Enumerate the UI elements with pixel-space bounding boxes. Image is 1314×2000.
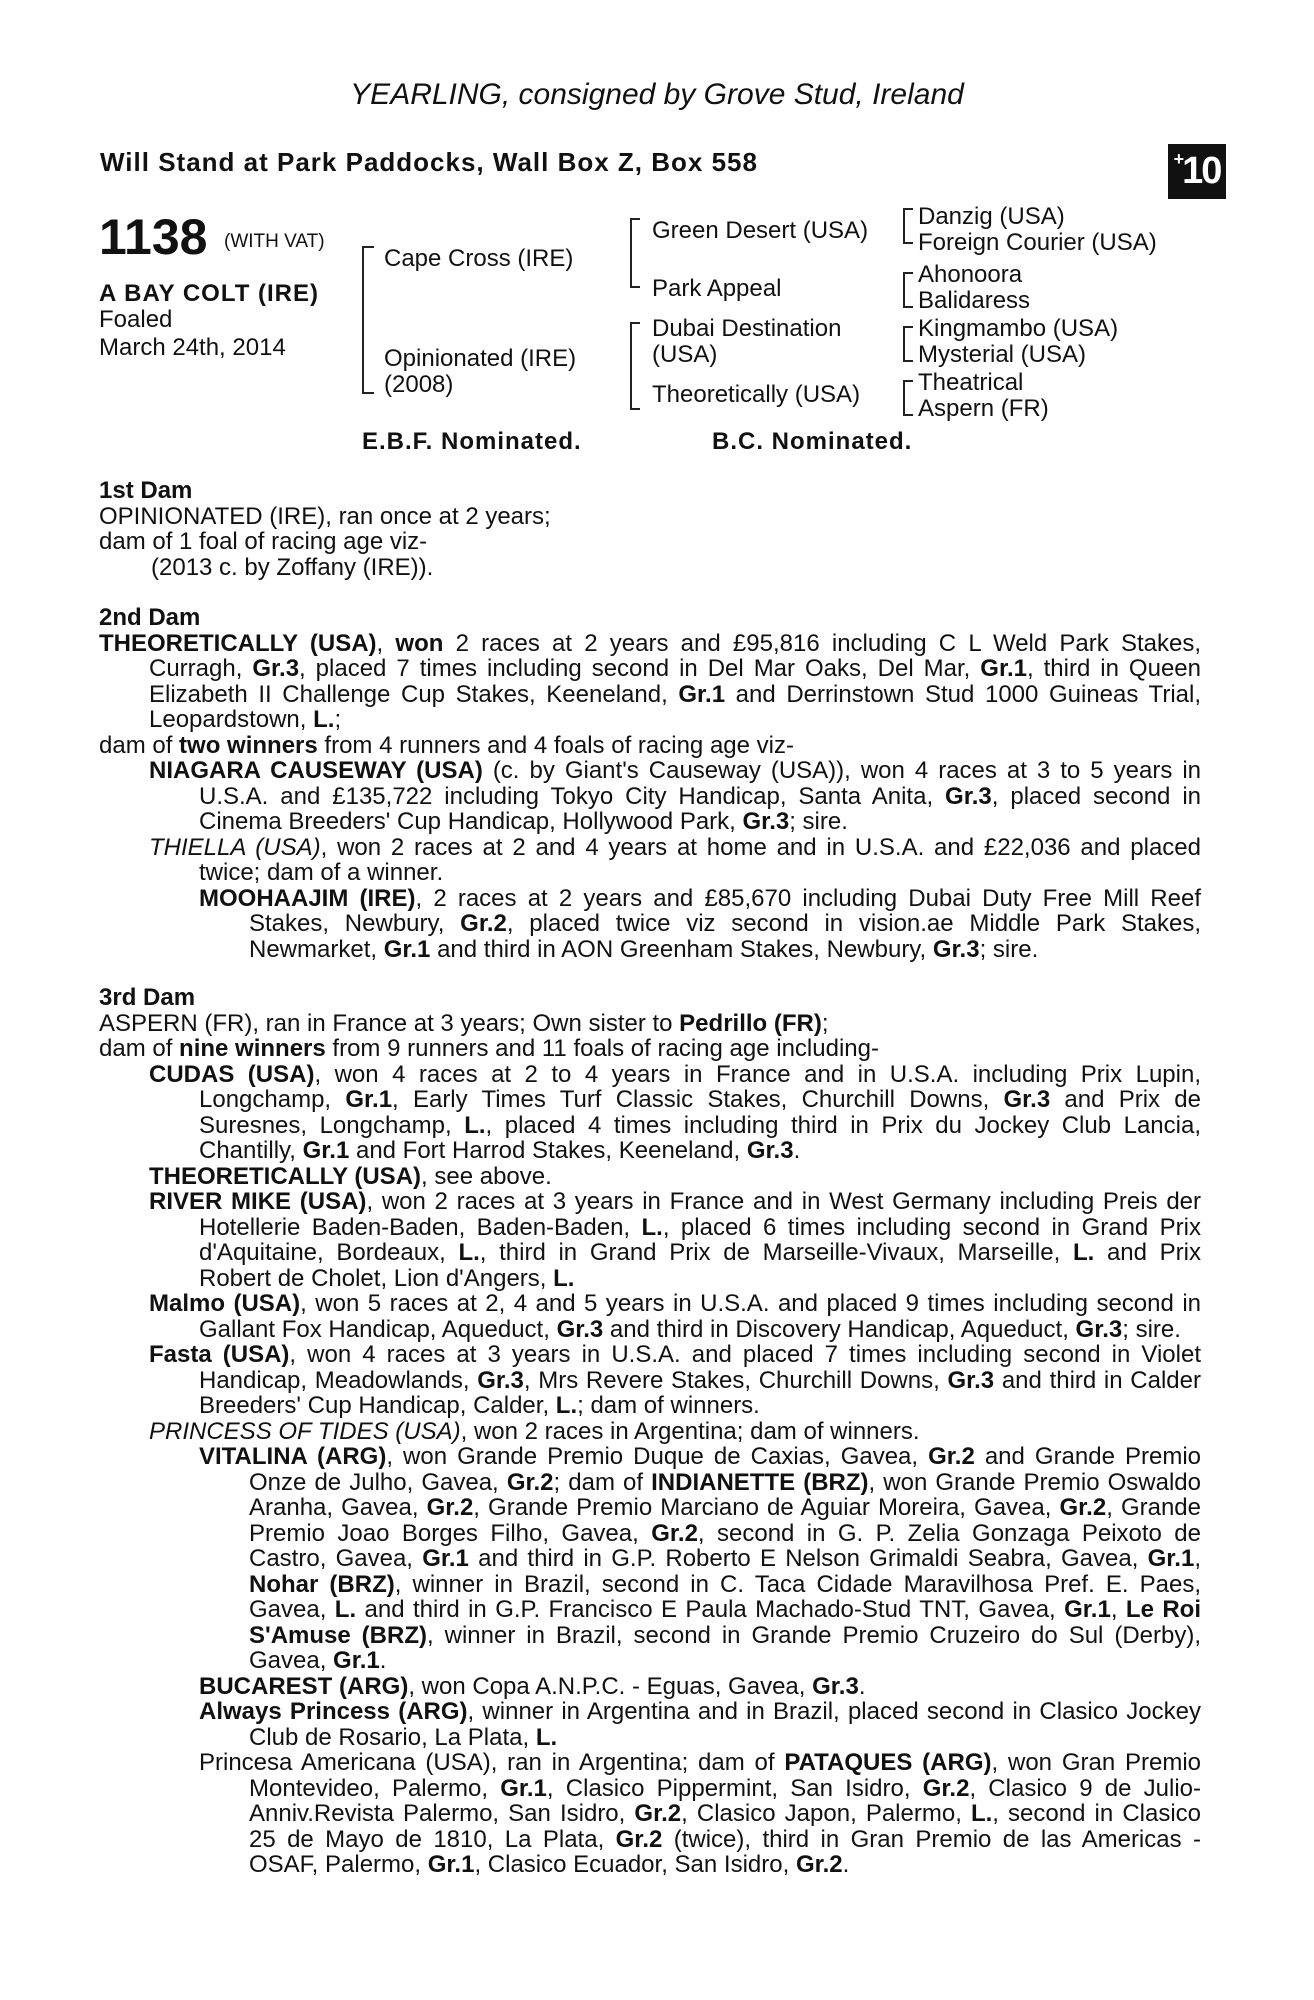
- ped-sire-dam: Park Appeal: [652, 275, 782, 302]
- ped-gg-8: Aspern (FR): [918, 395, 1049, 422]
- first-dam-title: 1st Dam: [99, 477, 193, 504]
- page-header: YEARLING, consigned by Grove Stud, Ireland: [350, 78, 964, 111]
- lot-badge: + 10: [1168, 144, 1226, 199]
- third-dam-progeny-intro: dam of nine winners from 9 runners and 11 foals of racing age including-: [99, 1035, 879, 1062]
- ped-gg-3: Ahonoora: [918, 261, 1023, 288]
- second-dam-summary: THEORETICALLY (USA), won 2 races at 2 years and £95,816 including C L Weld Park Stakes, Curragh, Gr.3, placed 7 times including second in Del Mar Oaks, Del Mar, Gr.1, third in Queen Elizabeth II Challenge Cup Stakes, Keeneland, Gr.1 and Derrinstown Stud 1000 Guineas Trial, Leopardstown, L.;: [99, 629, 1202, 733]
- progeny-always-princess: Always Princess (ARG), winner in Argentina and in Brazil, placed second in Clasico Jockey Club de Rosario, La Plata, L.: [199, 1698, 1202, 1751]
- third-dam-summary: ASPERN (FR), ran in France at 3 years; Own sister to Pedrillo (FR);: [99, 1009, 829, 1037]
- progeny-theoretically: THEORETICALLY (USA), see above.: [149, 1162, 552, 1190]
- progeny-princess-of-tides: PRINCESS OF TIDES (USA), won 2 races in Argentina; dam of winners.: [149, 1417, 920, 1445]
- third-dam-section: [99, 985, 1201, 1878]
- first-dam-line-2: dam of 1 foal of racing age viz-: [99, 528, 428, 555]
- pedigree-brace-dam: [630, 322, 640, 410]
- first-dam-section: [99, 478, 999, 580]
- progeny-river-mike: RIVER MIKE (USA), won 2 races at 3 years in France and in West Germany including Preis der Hotellerie Baden-Baden, Baden-Baden, L., placed 6 times including second in Grand Prix d'Aquitaine, Bordeaux, L., third in Grand Prix de Marseille-Vivaux, Marseille, L. and Prix Robert de Cholet, Lion d'Angers, L.: [149, 1188, 1202, 1292]
- pedigree-brace-gg4: [903, 380, 913, 416]
- pedigree-brace-main: [362, 246, 374, 394]
- progeny-vitalina: VITALINA (ARG), won Grande Premio Duque de Caxias, Gavea, Gr.2 and Grande Premio Onze de Julho, Gavea, Gr.2; dam of INDIANETTE (BRZ), won Grande Premio Oswaldo Aranha, Gavea, Gr.2, Grande Premio Marciano de Aguiar Moreira, Gavea, Gr.2, Grande Premio Joao Borges Filho, Gavea, Gr.2, second in G. P. Zelia Gonzaga Peixoto de Castro, Gavea, Gr.1 and third in G.P. Roberto E Nelson Grimaldi Seabra, Gavea, Gr.1, Nohar (BRZ), winner in Brazil, second in C. Taca Cidade Maravilhosa Pref. E. Paes, Gavea, L. and third in G.P. Francisco E Paula Machado-Stud TNT, Gavea, Gr.1, Le Roi S'Amuse (BRZ), winner in Brazil, second in Grande Premio Cruzeiro do Sul (Derby), Gavea, Gr.1.: [199, 1443, 1202, 1674]
- ped-gg-2: Foreign Courier (USA): [918, 229, 1157, 256]
- ped-dam-sire: Dubai Destination (USA): [652, 315, 842, 368]
- third-dam-title: 3rd Dam: [99, 984, 196, 1011]
- ped-gg-4: Balidaress: [918, 287, 1031, 314]
- pedigree-brace-sire: [630, 218, 640, 288]
- second-dam-section: [99, 605, 1201, 962]
- pedigree-brace-gg2: [903, 272, 913, 308]
- ped-gg-6: Mysterial (USA): [918, 341, 1087, 368]
- pedigree-brace-gg3: [903, 326, 913, 362]
- first-dam-line-1: OPINIONATED (IRE), ran once at 2 years;: [99, 502, 551, 530]
- pedigree-brace-gg1: [903, 208, 913, 244]
- progeny-fasta: Fasta (USA), won 4 races at 3 years in U.S.A. and placed 7 times including second in Violet Handicap, Meadowlands, Gr.3, Mrs Revere Stakes, Churchill Downs, Gr.3 and third in Calder Breeders' Cup Handicap, Calder, L.; dam of winners.: [149, 1341, 1202, 1419]
- progeny-niagara-causeway: NIAGARA CAUSEWAY (USA) (c. by Giant's Causeway (USA)), won 4 races at 3 to 5 years in U.S.A. and £135,722 including Tokyo City Handicap, Santa Anita, Gr.3, placed second in Cinema Breeders' Cup Handicap, Hollywood Park, Gr.3; sire.: [149, 757, 1202, 835]
- horse-name: A BAY COLT (IRE): [99, 280, 320, 307]
- ped-dam-year: (2008): [384, 371, 454, 398]
- ped-gg-5: Kingmambo (USA): [918, 315, 1119, 342]
- ebf-nominated: E.B.F. Nominated.: [362, 428, 582, 455]
- progeny-cudas: CUDAS (USA), won 4 races at 2 to 4 years in France and in U.S.A. including Prix Lupin, Longchamp, Gr.1, Early Times Turf Classic Stakes, Churchill Downs, Gr.3 and Prix de Suresnes, Longchamp, L., placed 4 times including third in Prix du Jockey Club Lancia, Chantilly, Gr.1 and Fort Harrod Stakes, Keeneland, Gr.3.: [149, 1060, 1201, 1164]
- progeny-bucarest: BUCAREST (ARG), won Copa A.N.P.C. - Eguas, Gavea, Gr.3.: [199, 1672, 866, 1700]
- ped-dam-dam: Theoretically (USA): [652, 381, 861, 408]
- second-dam-title: 2nd Dam: [99, 604, 201, 631]
- ped-sire-sire: Green Desert (USA): [652, 217, 869, 244]
- lot-number: 1138: [99, 209, 208, 265]
- progeny-thiella: THIELLA (USA), won 2 races at 2 and 4 years at home and in U.S.A. and £22,036 and placed twice; dam of a winner.: [149, 833, 1201, 886]
- stand-location: Will Stand at Park Paddocks, Wall Box Z, Box 558: [100, 147, 758, 177]
- progeny-malmo: Malmo (USA), won 5 races at 2, 4 and 5 years in U.S.A. and placed 9 times including second in Gallant Fox Handicap, Aqueduct, Gr.3 and third in Discovery Handicap, Aqueduct, Gr.3; sire.: [149, 1290, 1201, 1343]
- bc-nominated: B.C. Nominated.: [712, 428, 913, 455]
- progeny-princesa-americana: Princesa Americana (USA), ran in Argentina; dam of PATAQUES (ARG), won Gran Premio Montevideo, Palermo, Gr.1, Clasico Pippermint, San Isidro, Gr.2, Clasico 9 de Julio-Anniv.Revista Palermo, San Isidro, Gr.2, Clasico Japon, Palermo, L., second in Clasico 25 de Mayo de 1810, La Plata, Gr.2 (twice), third in Gran Premio de las Americas - OSAF, Palermo, Gr.1, Clasico Ecuador, San Isidro, Gr.2.: [199, 1749, 1202, 1878]
- lot-vat: (WITH VAT): [224, 231, 325, 252]
- ped-gg-7: Theatrical: [918, 369, 1024, 396]
- ped-gg-1: Danzig (USA): [918, 203, 1065, 230]
- ped-dam: Opinionated (IRE): [384, 345, 577, 372]
- foaled-info: Foaled March 24th, 2014: [99, 306, 286, 361]
- first-dam-line-3: (2013 c. by Zoffany (IRE)).: [151, 553, 434, 581]
- second-dam-progeny-intro: dam of two winners from 4 runners and 4 foals of racing age viz-: [99, 731, 794, 759]
- ped-sire: Cape Cross (IRE): [384, 245, 574, 272]
- progeny-moohaajim: MOOHAAJIM (IRE), 2 races at 2 years and £85,670 including Dubai Duty Free Mill Reef Stakes, Newbury, Gr.2, placed twice viz second in vision.ae Middle Park Stakes, Newmarket, Gr.1 and third in AON Greenham Stakes, Newbury, Gr.3; sire.: [199, 884, 1201, 963]
